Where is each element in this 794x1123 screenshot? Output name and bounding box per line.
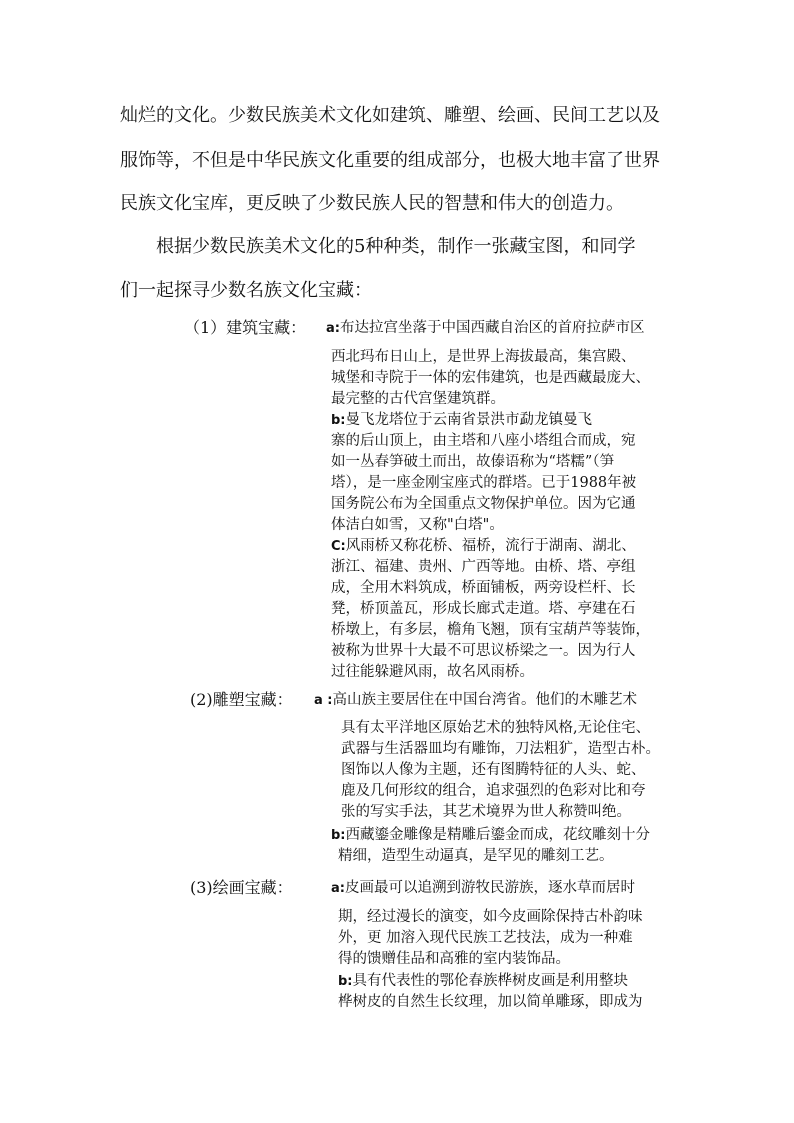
entry-line: 成，全用木料筑成，桥面铺板，两旁设栏杆、长 (331, 580, 636, 596)
entry-lead: a: (331, 881, 345, 896)
entry-line: 武器与生活器皿均有雕饰，刀法粗犷，造型古朴。 (341, 741, 660, 757)
entry-line: 体洁白如雪，又称"白塔"。 (331, 517, 504, 533)
entry-lead: a : (314, 693, 333, 708)
entry-line: 被称为世界十大最不可思议桥梁之一。因为行人 (331, 643, 636, 659)
entry-lead: C: (331, 539, 346, 554)
entry-line: 期，经过漫长的演变，如今皮画除保持古朴韵味 (338, 909, 643, 925)
entry-line: 图饰以人像为主题，还有图腾特征的人头、蛇、 (341, 762, 646, 778)
entry-line: 国务院公布为全国重点文物保护单位。因为它通 (331, 496, 636, 512)
intro-line: 民族文化宝库，更反映了少数民族人民的智慧和伟大的创造力。 (120, 193, 624, 214)
entry-line: 如一丛春笋破土而出，故傣语称为“塔糯”（笋 (331, 454, 615, 470)
entry-line: 桦树皮的自然生长纹理，加以简单雕琢，即成为 (338, 994, 643, 1010)
entry-line: 得的馈赠佳品和高雅的室内装饰品。 (338, 951, 570, 967)
entry-line (331, 411, 592, 430)
entry-line: 凳，桥顶盖瓦，形成长廊式走道。塔、亭建在石 (331, 601, 636, 617)
entry-line: 过往能躲避风雨，故名风雨桥。 (331, 664, 534, 680)
intro-line: 们一起探寻少数名族文化宝藏： (120, 280, 372, 301)
entry-lead: a: (326, 321, 340, 336)
entry-line: 塔），是一座金刚宝座式的群塔。已于1988年被 (331, 475, 637, 491)
entry-lead: b: (331, 413, 346, 428)
section-label-painting: (3)绘画宝藏： (190, 878, 293, 897)
intro-line: 根据少数民族美术文化的5种种类，制作一张藏宝图，和同学 (156, 236, 636, 257)
entry-line: 具有太平洋地区原始艺术的独特风格,无论住宅、 (341, 720, 651, 736)
entry-line: 寨的后山顶上，由主塔和八座小塔组合而成，宛 (331, 433, 636, 449)
entry-line: 最完整的古代宫堡建筑群。 (331, 391, 505, 407)
entry-lead: b: (338, 974, 353, 989)
section-label-architecture: （1）建筑宝藏： (184, 318, 307, 337)
entry-line: 城堡和寺院于一体的宏伟建筑，也是西藏最庞大、 (331, 370, 650, 386)
entry-line: 浙江、福建、贵州、广西等地。由桥、塔、亭组 (331, 559, 636, 575)
entry-line: 张的写实手法，其艺术境界为世人称赞叫绝。 (341, 804, 631, 820)
entry-line: 桥墩上，有多层，檐角飞翘，顶有宝葫芦等装饰， (331, 622, 650, 638)
section-label-sculpture: (2)雕塑宝藏： (190, 690, 293, 709)
entry-line (314, 691, 637, 710)
entry-line: 西北玛布日山上，是世界上海拔最高，集宫殿、 (331, 349, 636, 365)
entry-text: 皮画最可以追溯到游牧民游族，逐水草而居时 (344, 880, 635, 896)
entry-lead: b: (331, 828, 346, 843)
entry-line (338, 972, 628, 991)
entry-line: 外，更 加溶入现代民族工艺技法，成为一种难 (338, 930, 633, 946)
entry-line (331, 826, 650, 845)
intro-line: 灿烂的文化。少数民族美术文化如建筑、雕塑、绘画、民间工艺以及 (120, 105, 660, 126)
entry-line (326, 319, 644, 338)
entry-text: 风雨桥又称花桥、福桥，流行于湖南、湖北、 (345, 538, 636, 554)
entry-text: 西藏鎏金雕像是精雕后鎏金而成，花纹雕刻十分 (345, 827, 651, 843)
entry-line: 鹿及几何形纹的组合，追求强烈的色彩对比和夸 (341, 783, 646, 799)
entry-text: 具有代表性的鄂伦春族桦树皮画是利用整块 (352, 973, 629, 989)
entry-line (331, 537, 636, 556)
entry-text: 高山族主要居住在中国台湾省。他们的木雕艺术 (332, 692, 637, 708)
entry-line: 精细，造型生动逼真，是罕见的雕刻工艺。 (338, 848, 614, 864)
entry-text: 曼飞龙塔位于云南省景洪市勐龙镇曼飞 (345, 412, 593, 428)
entry-line (331, 879, 635, 898)
intro-line: 服饰等，不但是中华民族文化重要的组成部分，也极大地丰富了世界 (120, 150, 660, 171)
entry-text: 布达拉宫坐落于中国西藏自治区的首府拉萨市区 (339, 320, 645, 336)
